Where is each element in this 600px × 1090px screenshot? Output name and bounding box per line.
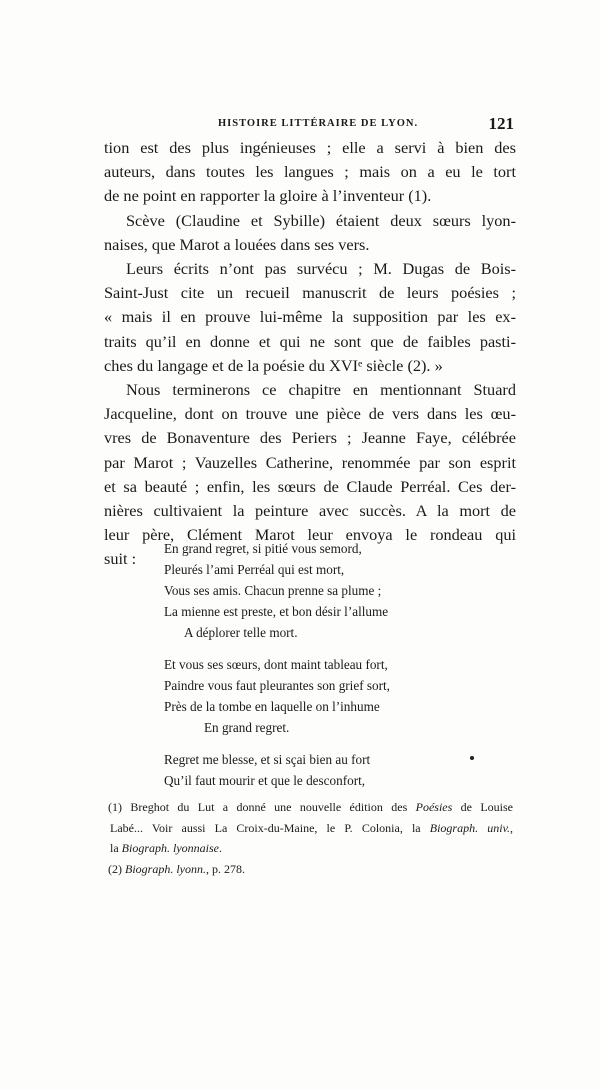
text-line: vres de Bonaventure des Periers ; Jeanne Faye, célébrée [104,428,516,448]
text-line: leur père, Clément Marot leur envoya le rondeau qui [104,525,516,545]
text-line: par Marot ; Vauzelles Catherine, renommée par son esprit [104,452,516,472]
page-number: 121 [488,114,514,133]
poem-line: En grand regret, si pitié vous semord, [164,541,362,556]
footnote-text: . [219,841,222,855]
poem-stanza [164,538,464,643]
page-header [100,114,520,134]
text-line: naises, que Marot a louées dans ses vers. [104,234,370,254]
poem-line: En grand regret. [204,720,290,735]
text-line: traits qu’il en donne et qui ne sont que de faibles pasti- [104,331,516,351]
running-title: HISTOIRE LITTÉRAIRE DE LYON. [218,118,419,129]
text-line: Saint-Just cite un recueil manuscrit de leurs poésies ; [104,283,516,303]
text-line: Scève (Claudine et Sybille) étaient deux sœurs lyon- [126,210,516,230]
text-line: auteurs, dans toutes les langues ; mais on a eu le tort [104,162,516,182]
footnote-2 [108,859,513,880]
poem-line: La mienne est preste, et bon désir l’allume [164,604,389,619]
paragraph [104,209,516,257]
poem-stanza [164,749,464,791]
footnote-marker: (2) [108,861,122,876]
footnote-italic: Biograph. lyonnaise [121,841,219,855]
footnotes [108,797,513,879]
footnote-text: la [110,841,119,855]
text-line: suit : [104,549,137,569]
body-text [104,136,516,572]
text-line: de ne point en rapporter la gloire à l’inventeur (1). [104,186,432,206]
poem-line: Près de la tombe en laquelle on l’inhume [164,699,380,714]
poem-line: Regret me blesse, et si sçai bien au fort [164,752,371,767]
text-line: Jacqueline, dont on trouve une pièce de vers dans les œu- [104,404,516,424]
footnote-text: de Louise [460,800,514,814]
footnote-marker: (1) [108,800,122,814]
poem-line: Vous ses amis. Chacun prenne sa plume ; [164,583,382,598]
paragraph [104,257,516,378]
footnote-text: Labé... Voir aussi La Croix-du-Maine, le P. Colonia, la [110,820,421,835]
poem-line: Pleurés l’ami Perréal qui est mort, [164,562,345,577]
footnote-italic: Biograph. lyonn. [125,861,206,876]
poem-line: Qu’il faut mourir et que le desconfort, [164,773,366,788]
rondeau-poem [164,538,464,802]
footnote-text: , p. 278. [206,861,245,876]
footnote-text: , [510,820,514,835]
ink-dot [470,756,474,760]
footnote-1 [108,797,513,859]
footnote-italic: Poésies [415,800,453,814]
text-line: Leurs écrits n’ont pas survécu ; M. Dugas de Bois- [126,259,516,279]
text-line: et sa beauté ; enfin, les sœurs de Claude Perréal. Ces der- [104,476,516,496]
poem-line: A déplorer telle mort. [184,625,298,640]
poem-line: Et vous ses sœurs, dont maint tableau fort, [164,657,388,672]
text-line: Nous terminerons ce chapitre en mentionnant Stuard [126,380,516,400]
paragraph [104,136,516,209]
text-line: ches du langage et de la poésie du XVIᵉ siècle (2). » [104,355,443,375]
text-line: « mais il en prouve lui-même la supposition par les ex- [104,307,516,327]
poem-line: Paindre vous faut pleurantes son grief sort, [164,678,390,693]
footnote-text: Breghot du Lut a donné une nouvelle édition des [130,800,408,814]
text-line: nières cultivaient la peinture avec succès. A la mort de [104,501,516,521]
poem-stanza [164,654,464,738]
footnote-italic: Biograph. univ. [429,820,511,835]
text-line: tion est des plus ingénieuses ; elle a servi à bien des [104,138,516,157]
